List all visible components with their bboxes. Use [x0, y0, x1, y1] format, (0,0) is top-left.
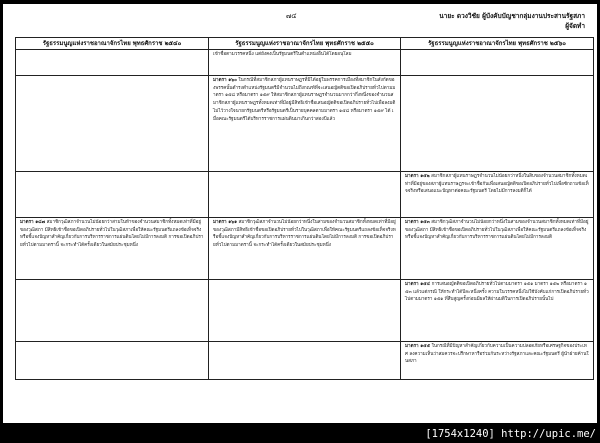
table-cell — [401, 218, 594, 280]
cell-text: ในกรณีที่มีปัญหาสำคัญเกี่ยวกับความเป็นความปลอดภัยหรือเศรษฐกิจของประเทศ ลงความเห็นว่าสมควรจะปรึกษาหารือร่วมกันระหว่างรัฐสภาและคณะรัฐมนตรี ผู้นำฝ่ายค้านในสภา — [405, 344, 589, 365]
table-cell — [209, 76, 401, 172]
section-label: มาตรา ๑๕๒ — [405, 174, 430, 179]
column-header-2560: รัฐธรรมนูญแห่งราชอาณาจักรไทย พุทธศักราช ๒๕๖๐ — [401, 38, 594, 50]
section-label: มาตรา ๑๕๕ — [405, 344, 431, 349]
table-cell — [16, 218, 209, 280]
cell-text: การเสนอญัตติขอเปิดอภิปรายทั่วไปตามมาตรา ๑๕๑ มาตรา ๑๕๒ หรือมาตรา ๑๕๓ แล้วแต่กรณี ให้กระทำได้ปีละหนึ่งครั้ง ความในวรรคหนึ่งไม่ใช้บังคับแก่การเปิดอภิปรายทั่วไปตามมาตรา ๑๕๑ ที่สืบสูญครั้งก่อนมีผลให้ผ่านมติในการเปิดอภิปรายนั้นไป — [405, 282, 589, 303]
author-block — [439, 11, 585, 31]
table-cell — [16, 172, 209, 218]
table-cell — [16, 50, 209, 76]
table-row — [16, 172, 594, 218]
table-row — [16, 218, 594, 280]
table-row — [16, 50, 594, 76]
table-row — [16, 76, 594, 172]
section-label: มาตรา ๑๕๔ — [405, 282, 431, 287]
cell-text: สมาชิกวุฒิสภาจำนวนไม่น้อยกว่าหนึ่งในสามของจำนวนสมาชิกทั้งหมดเท่าที่มีอยู่ของวุฒิสภามีสิทธิเข้าชื่อขอเปิดอภิปรายทั่วไปในวุฒิสภาเพื่อให้คณะรัฐมนตรีแถลงข้อเท็จจริงหรือชี้แจงปัญหาสำคัญเกี่ยวกับการบริหารราชการแผ่นดินโดยไม่มีการลงมติ การขอเปิดอภิปรายทั่วไปตามมาตรานี้ จะกระทำได้ครั้งเดียวในสมัยประชุมหนึ่ง — [213, 220, 396, 249]
cell-text: เข้าชื่อตามวรรคหนึ่ง แต่ยังคงเป็นรัฐมนตรีในตำแหน่งอื่นได้โดยอนุโลม — [213, 52, 352, 57]
section-label: มาตรา ๑๖๐ — [213, 78, 237, 83]
table-cell — [401, 342, 594, 380]
table-cell — [209, 342, 401, 380]
section-label: มาตรา ๑๘๗ — [20, 220, 46, 225]
table-cell — [209, 218, 401, 280]
table-cell — [209, 50, 401, 76]
table-cell — [16, 280, 209, 342]
document-page — [3, 4, 597, 423]
page-number: ๗๔ — [286, 12, 297, 20]
author-line-2: ผู้จัดทำ — [565, 22, 585, 30]
table-cell — [16, 342, 209, 380]
section-label: มาตรา ๑๕๓ — [405, 220, 430, 225]
image-host-footer — [0, 427, 600, 443]
table-cell — [401, 172, 594, 218]
footer-watermark: [1754x1240] http://upic.me/ — [425, 428, 596, 440]
column-header-2540: รัฐธรรมนูญแห่งราชอาณาจักรไทย พุทธศักราช ๒๕๔๐ — [16, 38, 209, 50]
cell-text: สมาชิกวุฒิสภาจำนวนไม่น้อยกว่าหนึ่งในสามของจำนวนสมาชิกทั้งหมดเท่าที่มีอยู่ของวุฒิสภา มีสิทธิเข้าชื่อขอเปิดอภิปรายทั่วไปในวุฒิสภาเพื่อให้คณะรัฐมนตรีแถลงข้อเท็จจริงหรือชี้แจงปัญหาสำคัญเกี่ยวกับการบริหารราชการแผ่นดินโดยไม่มีการลงมติ — [405, 220, 589, 241]
table-cell — [209, 172, 401, 218]
author-line-1: นายะ ดวงวิชัย ผู้บังคับบัญชากลุ่มงานประสานรัฐสภา — [439, 12, 585, 20]
table-cell — [209, 280, 401, 342]
cell-text: สมาชิกวุฒิสภาจำนวนไม่น้อยกว่าสามในห้าของจำนวนสมาชิกทั้งหมดเท่าที่มีอยู่ของวุฒิสภา มีสิทธิเข้าชื่อขอเปิดอภิปรายทั่วไปในวุฒิสภาเพื่อให้คณะรัฐมนตรีแถลงข้อเท็จจริงหรือชี้แจงปัญหาสำคัญเกี่ยวกับการบริหารราชการแผ่นดินโดยไม่มีการลงมติ การขอเปิดอภิปรายทั่วไปตามมาตรานี้ จะกระทำได้ครั้งเดียวในสมัยประชุมหนึ่ง — [20, 220, 204, 249]
table-cell — [401, 50, 594, 76]
column-header-2550: รัฐธรรมนูญแห่งราชอาณาจักรไทย พุทธศักราช ๒๕๕๐ — [209, 38, 401, 50]
section-label: มาตรา ๑๖๑ — [213, 220, 237, 225]
table-cell — [401, 280, 594, 342]
cell-text: สมาชิกสภาผู้แทนราษฎรจำนวนไม่น้อยกว่าหนึ่งในสิบของจำนวนสมาชิกทั้งหมดเท่าที่มีอยู่ของสภาผู้แทนราษฎรจะเข้าชื่อกันเพื่อเสนอญัตติขอเปิดอภิปรายทั่วไปเพื่อซักถามข้อเท็จจริงหรือเสนอแนะปัญหาต่อคณะรัฐมนตรี โดยไม่มีการลงมติก็ได้ — [405, 174, 589, 195]
table-cell — [401, 76, 594, 172]
table-header-row — [16, 38, 594, 50]
cell-text: ในกรณีที่สมาชิกสภาผู้แทนราษฎรที่มิได้อยู่ในพรรคการเมืองที่สมาชิกในสังกัดของพรรคนั้นดำรงตำแหน่งรัฐมนตรีมีจำนวนไม่ถึงกณฑ์ที่จะเสนอญัตติขอเปิดอภิปรายทั่วไปตามมาตรา ๑๕๘ หรือมาตรา ๑๕๙ ให้สมาชิกสภาผู้แทนราษฎรจำนวนมากกว่ากึ่งหนึ่งของจำนวนสมาชิกสภาผู้แทนราษฎรทั้งหมดเท่าที่มีอยู่มีสิทธิเข้าชื่อเสนอญัตติขอเปิดอภิปรายทั่วไปเพื่อลงมติไม่ไว้วางใจนายกรัฐมนตรีหรือรัฐมนตรีเป็นรายบุคคลตามมาตรา ๑๕๘ หรือมาตรา ๑๕๙ ได้ เมื่อคณะรัฐมนตรีได้บริหารราชการแผ่นดินมาเกินกว่าสองปีแล้ว — [213, 78, 396, 122]
table-row — [16, 280, 594, 342]
table-row — [16, 342, 594, 380]
table-cell — [16, 76, 209, 172]
comparison-table — [15, 37, 594, 380]
